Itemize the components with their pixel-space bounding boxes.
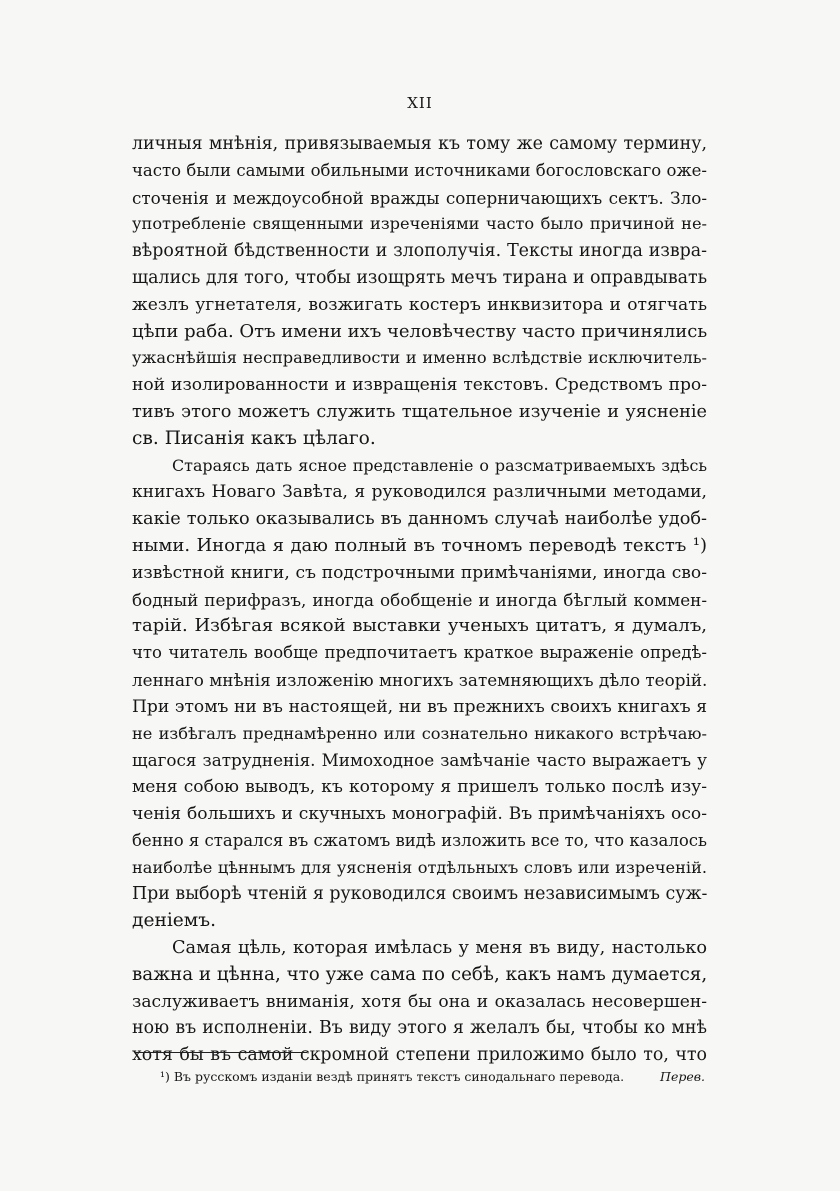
text-line: заслуживаетъ вниманія, хотя бы она и оказалась несовершен- bbox=[132, 991, 707, 1012]
text-line: св. Писанія какъ цѣлаго. bbox=[132, 427, 376, 449]
text-line: бенно я старался въ сжатомъ видѣ изложить все то, что казалось bbox=[132, 830, 707, 850]
text-line: употребленіе священными изреченіями часто было причиной не- bbox=[132, 214, 707, 234]
text-line: хотя бы въ самой скромной степени приложимо было то, что bbox=[132, 1045, 707, 1066]
text-line: вѣроятной бѣдственности и злополучія. Тексты иногда извра- bbox=[132, 241, 707, 262]
footnote-marker: ¹) bbox=[160, 1069, 170, 1084]
text-line: что читатель вообще предпочитаетъ краткое выраженіе опредѣ- bbox=[132, 643, 707, 663]
text-line: деніемъ. bbox=[132, 910, 216, 932]
text-line: наиболѣе цѣннымъ для уясненія отдѣльныхъ словъ или изреченій. bbox=[132, 857, 707, 877]
text-line: Стараясь дать ясное представленіе о разсматриваемыхъ здѣсь bbox=[172, 455, 707, 475]
text-line: личныя мнѣнія, привязываемыя къ тому же самому термину, bbox=[132, 134, 707, 154]
text-line: ною въ исполненіи. Въ виду этого я желалъ бы, чтобы ко мнѣ bbox=[132, 1018, 707, 1039]
text-line: ужаснѣйшія несправедливости и именно вслѣдствіе исключитель- bbox=[132, 348, 707, 368]
text-line: При этомъ ни въ настоящей, ни въ прежнихъ своихъ книгахъ я bbox=[132, 696, 707, 717]
text-line: бодный перифразъ, иногда обобщеніе и иногда бѣглый коммен- bbox=[132, 589, 707, 610]
footnote bbox=[160, 1068, 705, 1086]
text-line: щагося затрудненія. Мимоходное замѣчаніе часто выражаетъ у bbox=[132, 750, 707, 771]
text-line: не избѣгалъ преднамѣренно или сознательно никакого встрѣчаю- bbox=[132, 723, 707, 743]
text-line: ной изолированности и извращенія текстовъ. Средствомъ про- bbox=[132, 375, 707, 396]
page-number: XII bbox=[407, 94, 433, 112]
text-line: цѣпи раба. Отъ имени ихъ человѣчеству часто причинялись bbox=[132, 320, 707, 342]
text-line: сточенія и междоусобной вражды соперничающихъ сектъ. Зло- bbox=[132, 187, 707, 208]
text-line: щались для того, чтобы изощрять мечъ тирана и оправдывать bbox=[132, 267, 707, 288]
body-text bbox=[132, 131, 707, 1069]
text-line: Самая цѣль, которая имѣлась у меня въ виду, настолько bbox=[172, 937, 707, 958]
text-line: ченія большихъ и скучныхъ монографій. Въ примѣчаніяхъ осо- bbox=[132, 803, 707, 824]
paragraph bbox=[132, 935, 707, 1069]
text-line: меня собою выводъ, къ которому я пришелъ только послѣ изу- bbox=[132, 777, 707, 798]
text-line: ными. Иногда я даю полный въ точномъ переводѣ текстъ ¹) bbox=[132, 534, 707, 556]
paragraph bbox=[132, 131, 707, 453]
text-line: тарій. Избѣгая всякой выставки ученыхъ цитатъ, я думалъ, bbox=[132, 615, 707, 637]
text-line: важна и цѣнна, что уже сама по себѣ, какъ намъ думается, bbox=[132, 963, 707, 985]
text-line: книгахъ Новаго Завѣта, я руководился различными методами, bbox=[132, 482, 707, 503]
text-line: При выборѣ чтеній я руководился своимъ независимымъ суж- bbox=[132, 884, 707, 905]
footnote-body bbox=[160, 1068, 624, 1086]
paragraph bbox=[132, 453, 707, 935]
footnote-divider bbox=[135, 1052, 307, 1053]
footnote-text: Въ русскомъ изданіи вездѣ принятъ текстъ синодальнаго перевода. bbox=[173, 1069, 625, 1084]
text-line: жезлъ угнетателя, возжигать костеръ инквизитора и отягчать bbox=[132, 294, 707, 315]
text-line: тивъ этого можетъ служить тщательное изученіе и уясненіе bbox=[132, 401, 707, 422]
text-line: леннаго мнѣнія изложенію многихъ затемняющихъ дѣло теорій. bbox=[132, 669, 707, 690]
text-line: часто были самыми обильными источниками богословскаго оже- bbox=[132, 160, 707, 180]
text-line: какіе только оказывались въ данномъ случаѣ наиболѣе удоб- bbox=[132, 509, 707, 530]
footnote-signature: Перев. bbox=[660, 1069, 705, 1084]
text-line: извѣстной книги, съ подстрочными примѣчаніями, иногда сво- bbox=[132, 562, 707, 583]
